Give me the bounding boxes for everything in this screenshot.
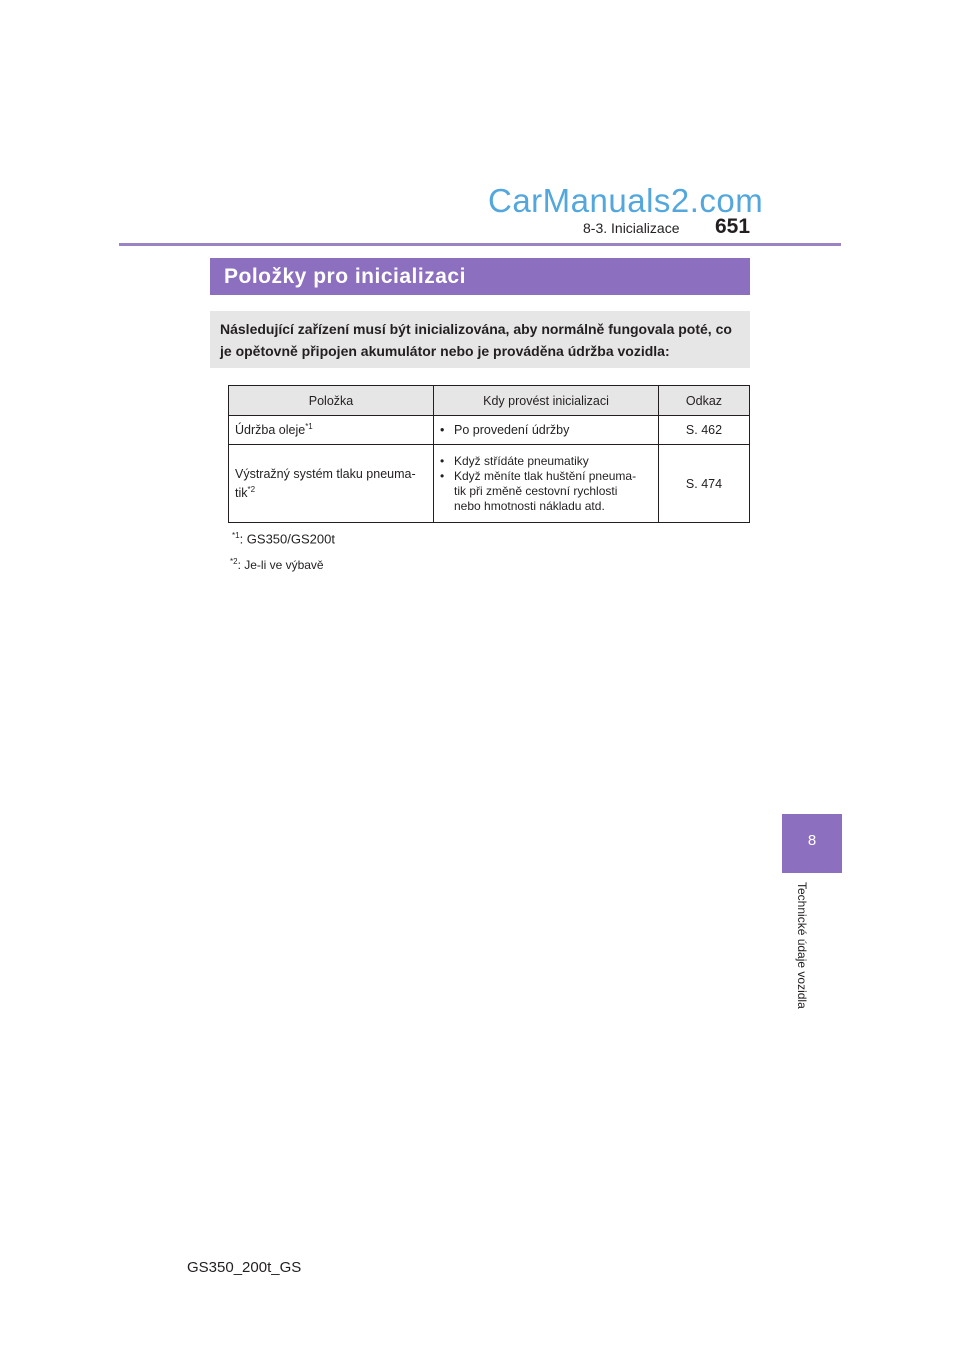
footnote-mark: *1: [232, 531, 240, 540]
footnote-mark: *2: [247, 484, 256, 494]
initialization-table: [228, 385, 750, 523]
section-title: Položky pro inicializaci: [224, 265, 466, 288]
row-item-cell: [229, 445, 434, 523]
footnote-text: : GS350/GS200t: [239, 531, 335, 547]
bullet-item: • Když střídáte pneumatiky: [440, 453, 589, 468]
table-row: [229, 416, 750, 445]
column-header-item: Položka: [229, 386, 434, 416]
section-label: 8-3. Inicializace: [583, 220, 680, 236]
row-item-label: Údržba oleje: [235, 423, 306, 438]
intro-box: [210, 311, 750, 368]
table-row: [229, 445, 750, 523]
chapter-number: 8: [807, 832, 817, 849]
bullet-text: Po provedení údržby: [454, 423, 570, 437]
footnote: [232, 531, 335, 546]
watermark-logo: CarManuals2.com: [488, 182, 764, 219]
header-rule: [119, 243, 841, 246]
column-header-when: Kdy provést inicializaci: [434, 386, 659, 416]
chapter-tab: [782, 814, 842, 873]
footnote-text: : Je-li ve výbavě: [237, 558, 324, 572]
section-title-bar: [210, 258, 750, 295]
page-number: 651: [715, 215, 751, 238]
bullet-text: Když střídáte pneumatiky: [454, 453, 589, 468]
row-when-cell: [434, 416, 659, 445]
bullet-item: • Když měníte tlak huštění pneuma- tik při změně cestovní rychlosti nebo hmotnosti nákladu atd.: [440, 468, 637, 513]
bullet-item: • Po provedení údržby: [440, 423, 570, 437]
intro-text: Následující zařízení musí být inicializována, aby normálně fungovala poté, co je opětovně připojen akumulátor nebo je prováděna údržba vozidla:: [220, 321, 732, 359]
row-item-label-line1: Výstražný systém tlaku pneuma-: [235, 466, 416, 481]
table-header-row: [229, 386, 750, 416]
footnote: [230, 557, 324, 572]
footnote-mark: *2: [230, 557, 238, 566]
row-ref-cell: S. 462: [659, 416, 750, 445]
chapter-label: Technické údaje vozidla: [795, 882, 809, 1009]
footnote-mark: *1: [305, 422, 313, 432]
bullet-text: Když měníte tlak huštění pneuma- tik při změně cestovní rychlosti nebo hmotnosti nákladu atd.: [454, 468, 637, 513]
row-item-label-line2: tik: [235, 486, 248, 501]
row-ref-cell: S. 474: [659, 445, 750, 523]
row-when-cell: [434, 445, 659, 523]
row-item-cell: [229, 416, 434, 445]
column-header-ref: Odkaz: [659, 386, 750, 416]
footer-model-code: GS350_200t_GS: [187, 1259, 302, 1276]
